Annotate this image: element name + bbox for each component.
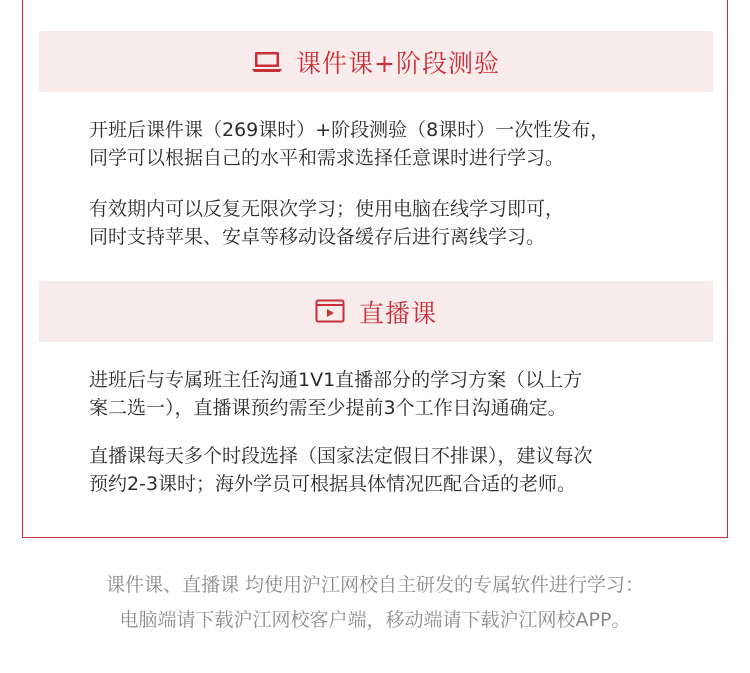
live-plan-text (89, 366, 689, 422)
text-line: 开班后课件课（269课时）+阶段测验（8课时）一次性发布， (89, 119, 610, 141)
live-schedule-text (89, 442, 689, 498)
text-line: 案二选一），直播课预约需至少提前3个工作日沟通确定。 (89, 397, 567, 419)
footer-note-line2: 电脑端请下载沪江网校客户端，移动端请下载沪江网校APP。 (119, 609, 631, 631)
courseware-access-text (89, 195, 689, 251)
text-line: 直播课每天多个时段选择（国家法定假日不排课），建议每次 (89, 445, 593, 467)
laptop-icon (252, 50, 282, 74)
section-title-live: 直播课 (358, 298, 437, 328)
text-line: 预约2-3课时；海外学员可根据具体情况匹配合适的老师。 (89, 473, 577, 495)
live-video-icon (315, 299, 345, 325)
text-line: 同学可以根据自己的水平和需求选择任意课时进行学习。 (89, 147, 565, 169)
section-title-courseware: 课件课+阶段测验 (296, 48, 500, 78)
footer-note-line1: 课件课、直播课 均使用沪江网校自主研发的专属软件进行学习： (105, 574, 645, 596)
courseware-release-text (89, 116, 689, 172)
info-card (22, 0, 728, 538)
section-header-courseware (39, 31, 713, 92)
text-line: 进班后与专属班主任沟通1V1直播部分的学习方案（以上方 (89, 369, 583, 391)
section-header-live (39, 281, 713, 342)
text-line: 同时支持苹果、安卓等移动设备缓存后进行离线学习。 (89, 226, 546, 248)
text-line: 有效期内可以反复无限次学习；使用电脑在线学习即可， (89, 198, 565, 220)
